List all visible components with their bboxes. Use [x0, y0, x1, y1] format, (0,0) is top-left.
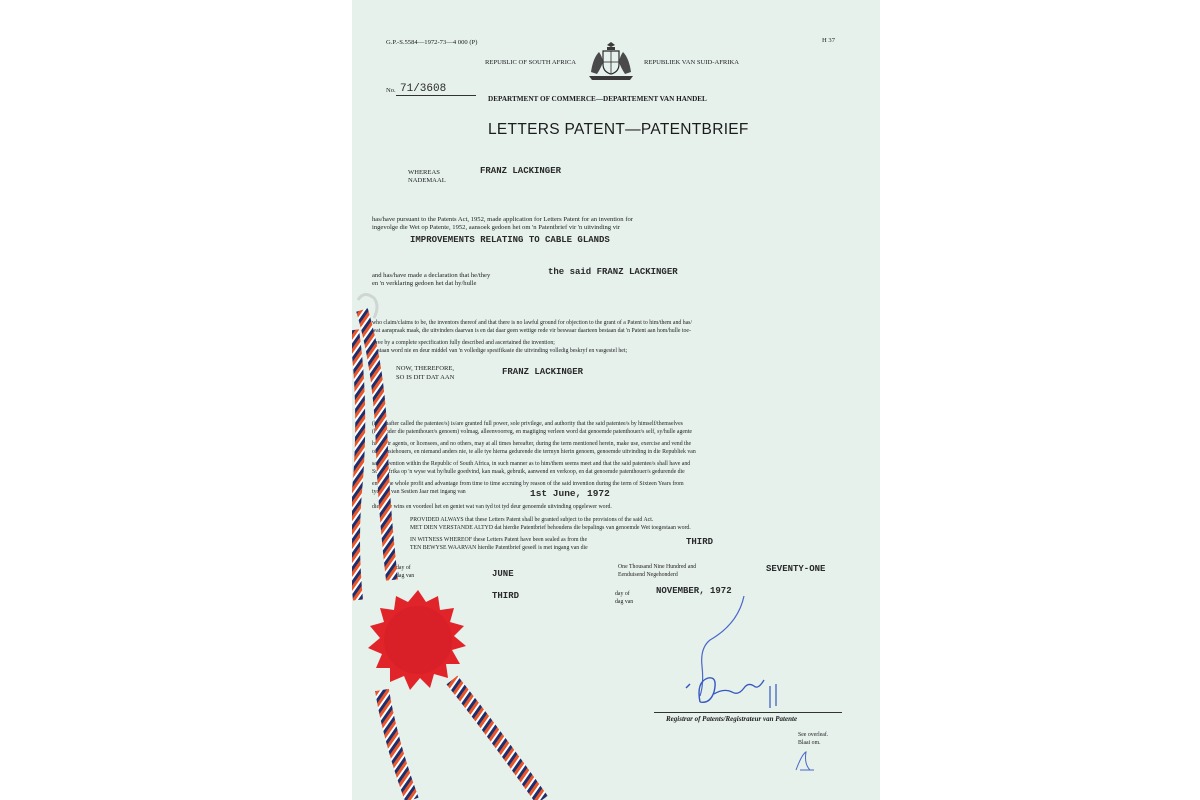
ribbon-and-seal — [352, 0, 880, 800]
year-label-af: Eenduisend Negehonderd — [618, 572, 678, 578]
see-overleaf: See overleaf. — [798, 732, 829, 738]
claims-line2-af: gestaan word nie en deur middel van 'n volledige spesifikasie die uitvinding volledig beskryf en vasgestel het; — [372, 348, 628, 354]
whereas-label-en: WHEREAS — [408, 169, 440, 176]
registrar-label: Registrar of Patents/Registrateur van Patente — [666, 715, 798, 723]
grant-p1-af: (hieronder die patenthouer/s genoem) volmag, alleenvoorreg, en magtiging verleen word dat genoemde patenthouer/s self, sy/hulle agente — [372, 429, 693, 435]
claims-line1-af: wat aanspraak maak, die uitvinders daarvan is en dat daar geen wettige rede vir beswaar daarteen bestaan dat 'n Patent aan hom/hulle toe- — [372, 328, 691, 334]
print-code: G.P.-S.5584—1972-73—4 000 (P) — [386, 39, 478, 46]
now-therefore-af: SO IS DIT DAT AAN — [396, 374, 455, 381]
grant-p3-en: said invention within the Republic of South Africa, in such manner as to him/them seems meet and that the said patentee/s shall have and — [372, 461, 691, 467]
declaration-value: the said FRANZ LACKINGER — [548, 267, 678, 277]
blaai-om: Blaai om. — [798, 740, 821, 746]
dated-label-af: dag van — [615, 599, 634, 605]
grant-p5-af: die volle wins en voordeel het en geniet wat van tyd tot tyd deur genoemde uitvinding opgelewer word. — [372, 504, 612, 510]
application-line-af: ingevolge die Wet op Patente, 1952, aansoek gedoen het om 'n Patentbrief vir 'n uitvinding vir — [372, 224, 621, 231]
witness-day-of-af: dag van — [396, 573, 415, 579]
patent-number: 71/3608 — [400, 83, 447, 95]
whereas-name: FRANZ LACKINGER — [480, 166, 562, 176]
provided-af: MET DIEN VERSTANDE ALTYD dat hierdie Patentbrief behoudens die bepalings van genoemde Wet toegestaan word. — [410, 525, 691, 531]
number-label: No. — [386, 87, 396, 94]
witness-af: TEN BEWYSE WAARVAN hierdie Patentbrief geseël is met ingang van die — [410, 545, 588, 551]
witness-day-of-en: day of — [396, 565, 411, 571]
wax-seal-icon — [368, 590, 466, 690]
declaration-line-af: en 'n verklaring gedoen het dat hy/hulle — [372, 280, 477, 287]
grant-p1-en: (hereinafter called the patentee/s) is/are granted full power, sole privilege, and authority that the said patentee/s by himself/themselves — [372, 421, 683, 427]
patent-document — [352, 0, 880, 800]
witness-en: IN WITNESS WHEREOF these Letters Patent have been sealed as from the — [410, 537, 588, 543]
witness-month: JUNE — [492, 569, 514, 579]
grantee-name: FRANZ LACKINGER — [502, 367, 584, 377]
application-line-en: has/have pursuant to the Patents Act, 1952, made application for Letters Patent for an invention for — [372, 216, 633, 223]
claims-line2-en: have by a complete specification fully described and ascertained the invention; — [372, 340, 555, 346]
republic-af: REPUBLIEK VAN SUID-AFRIKA — [644, 59, 740, 66]
document-title: LETTERS PATENT—PATENTBRIEF — [488, 121, 749, 138]
dated-day: THIRD — [492, 591, 520, 601]
grant-p4-af: tydperk van Sestien Jaar met ingang van — [372, 489, 466, 495]
provided-en: PROVIDED ALWAYS that these Letters Patent shall be granted subject to the provisions of the said Act. — [410, 517, 654, 523]
now-therefore-en: NOW, THEREFORE, — [396, 365, 455, 372]
grant-p2-af: of lisensiehouers, en niemand anders nie, te alle tye hierna gedurende die termyn hierin genoem, genoemde uitvinding in die Republiek van — [372, 449, 696, 455]
grant-date-from: 1st June, 1972 — [530, 488, 610, 499]
department: DEPARTMENT OF COMMERCE—DEPARTEMENT VAN HANDEL — [488, 95, 707, 103]
dated-value: NOVEMBER, 1972 — [656, 586, 732, 596]
witness-day: THIRD — [686, 537, 714, 547]
dated-label-en: day of — [615, 591, 630, 597]
year-label-en: One Thousand Nine Hundred and — [618, 564, 697, 570]
grant-p2-en: his/their agents, or licensees, and no others, may at all times hereafter, during the term mentioned herein, make use, exercise and vend the — [372, 441, 692, 447]
claims-line1-en: who claim/claims to be, the inventors thereof and that there is no lawful ground for objection to the grant of a Patent to him/them and has/ — [372, 320, 693, 326]
grant-p4-en: enjoy the whole profit and advantage from time to time accruing by reason of the said invention during the term of Sixteen Years from — [372, 481, 684, 487]
form-code: H 37 — [822, 37, 836, 44]
year-value: SEVENTY-ONE — [766, 564, 826, 574]
republic-en: REPUBLIC OF SOUTH AFRICA — [485, 59, 577, 66]
invention-title: IMPROVEMENTS RELATING TO CABLE GLANDS — [410, 235, 610, 245]
declaration-line-en: and has/have made a declaration that he/they — [372, 272, 491, 279]
grant-p3-af: Suid-Afrika op 'n wyse wat hy/hulle goedvind, kan maak, gebruik, aanwend en verkoop, en dat genoemde patenthouer/s gedurende die — [372, 469, 685, 475]
whereas-label-af: NADEMAAL — [408, 177, 446, 184]
